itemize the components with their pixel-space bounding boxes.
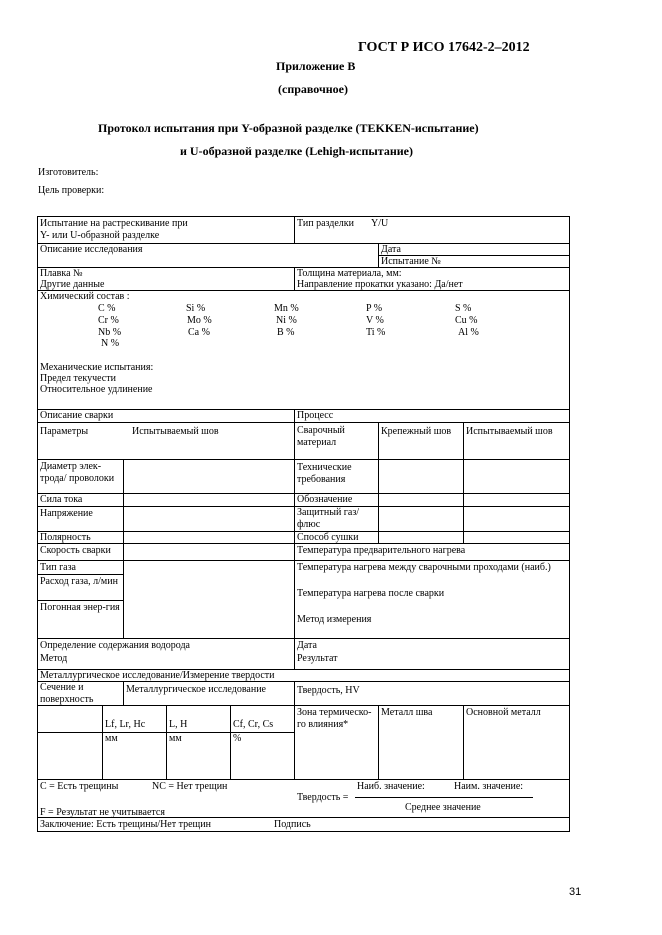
- date-label-2: Дата: [297, 640, 317, 651]
- method-label: Метод: [40, 653, 68, 664]
- chem-item: Mo %: [187, 315, 212, 326]
- title-line-1: Протокол испытания при Y-образной разделке (TEKKEN-испытание): [98, 121, 479, 135]
- other-data-label: Другие данные: [40, 279, 105, 290]
- legend-cracks: C = Есть трещины: [40, 781, 119, 792]
- chem-item: Cr %: [98, 315, 119, 326]
- chem-item: Si %: [186, 303, 206, 314]
- chem-item: B %: [277, 327, 295, 338]
- gas-type-label: Тип газа: [40, 562, 76, 573]
- legend-ignored: F = Результат не учитывается: [40, 807, 165, 818]
- chem-item: P %: [366, 303, 383, 314]
- heat-input-label: Погонная энер-гия: [40, 602, 120, 613]
- chem-item: Ca %: [188, 327, 210, 338]
- parameters-label: Параметры: [40, 426, 89, 437]
- chem-item: N %: [101, 338, 120, 349]
- chem-item: Al %: [458, 327, 479, 338]
- haz-label: Зона термическо-го влияния*: [297, 707, 372, 730]
- chem-item: Ni %: [276, 315, 297, 326]
- elongation-label: Относительное удлинение: [40, 384, 153, 395]
- unit-mm-2: мм: [169, 733, 182, 744]
- hardness-equals: Твердость =: [297, 792, 349, 803]
- appendix-type: (справочное): [278, 82, 349, 96]
- average-value-label: Среднее значение: [405, 802, 481, 813]
- col-l-header: Lf, Lr, Hc: [105, 719, 146, 730]
- fixing-weld-label: Крепежный шов: [381, 426, 452, 437]
- metallurgy-label: Металлургическое исследование: [126, 684, 266, 695]
- tech-requirements-label: Технические требования: [297, 462, 352, 485]
- test-number-label: Испытание №: [381, 256, 441, 267]
- fraction-line: [355, 797, 533, 798]
- signature-label: Подпись: [274, 819, 311, 830]
- page-number: 31: [569, 886, 582, 898]
- chem-item: S %: [455, 303, 472, 314]
- weld-description-label: Описание сварки: [40, 410, 114, 421]
- yield-strength-label: Предел текучести: [40, 373, 116, 384]
- col-lh-header: L, H: [169, 719, 188, 730]
- electrode-diameter-label: Диаметр элек-трода/ проволоки: [40, 461, 115, 484]
- manufacturer-label: Изготовитель:: [38, 167, 99, 178]
- heat-number-label: Плавка №: [40, 268, 83, 279]
- polarity-label: Полярность: [40, 532, 91, 543]
- chem-item: Nb %: [98, 327, 122, 338]
- designation-label: Обозначение: [297, 494, 353, 505]
- chem-item: Ti %: [366, 327, 386, 338]
- current-label: Сила тока: [40, 494, 83, 505]
- tested-weld-label: Испытываемый шов: [132, 426, 219, 437]
- drying-method-label: Способ сушки: [297, 532, 359, 543]
- weld-metal-label: Металл шва: [381, 707, 433, 718]
- result-label: Результат: [297, 653, 338, 664]
- groove-type-value: Y/U: [371, 218, 389, 229]
- chem-item: Cu %: [455, 315, 478, 326]
- thickness-label: Толщина материала, мм:: [297, 268, 402, 279]
- chem-item: Mn %: [274, 303, 299, 314]
- min-value-label: Наим. значение:: [454, 781, 524, 792]
- appendix-label: Приложение В: [276, 59, 356, 73]
- conclusion-label: Заключение: Есть трещины/Нет трещин: [40, 819, 211, 830]
- col-c-header: Cf, Cr, Cs: [233, 719, 274, 730]
- date-label: Дата: [381, 244, 401, 255]
- shield-gas-label: Защитный газ/ флюс: [297, 507, 360, 530]
- base-metal-label: Основной металл: [466, 707, 541, 718]
- voltage-label: Напряжение: [40, 508, 93, 519]
- chem-item: V %: [366, 315, 384, 326]
- filler-material-label: Сварочный материал: [297, 425, 345, 448]
- interpass-temp-label: Температура нагрева между сварочными проходами (наиб.): [297, 562, 551, 573]
- test-label-2: Y- или U-образной разделке: [40, 230, 160, 241]
- gas-flow-label: Расход газа, л/мин: [40, 576, 118, 587]
- hardness-label: Твердость, HV: [297, 685, 360, 696]
- section-label: Сечение и поверхность: [40, 682, 94, 705]
- measure-method-label: Метод измерения: [297, 614, 372, 625]
- legend-no-cracks: NC = Нет трещин: [152, 781, 228, 792]
- research-description-label: Описание исследования: [40, 244, 143, 255]
- title-line-2: и U-образной разделке (Lehigh-испытание): [180, 144, 413, 158]
- chem-composition-title: Химический состав :: [40, 291, 130, 302]
- tested-weld-label-2: Испытываемый шов: [466, 426, 553, 437]
- preheat-label: Температура предварительного нагрева: [297, 545, 466, 556]
- unit-percent: %: [233, 733, 242, 744]
- process-label: Процесс: [297, 410, 334, 421]
- weld-speed-label: Скорость сварки: [40, 545, 111, 556]
- purpose-label: Цель проверки:: [38, 185, 105, 196]
- metallurgy-title: Металлургическое исследование/Измерение твердости: [40, 670, 275, 681]
- test-label: Испытание на растрескивание при: [40, 218, 188, 229]
- chem-item: C %: [98, 303, 116, 314]
- standard-number: ГОСТ Р ИСО 17642-2–2012: [358, 40, 530, 55]
- groove-type-label: Тип разделки: [297, 218, 354, 229]
- rolling-direction-label: Направление прокатки указано: Да/нет: [297, 279, 463, 290]
- mech-tests-title: Механические испытания:: [40, 362, 154, 373]
- hydrogen-label: Определение содержания водорода: [40, 640, 190, 651]
- max-value-label: Наиб. значение:: [357, 781, 425, 792]
- unit-mm-1: мм: [105, 733, 118, 744]
- postheat-label: Температура нагрева после сварки: [297, 588, 445, 599]
